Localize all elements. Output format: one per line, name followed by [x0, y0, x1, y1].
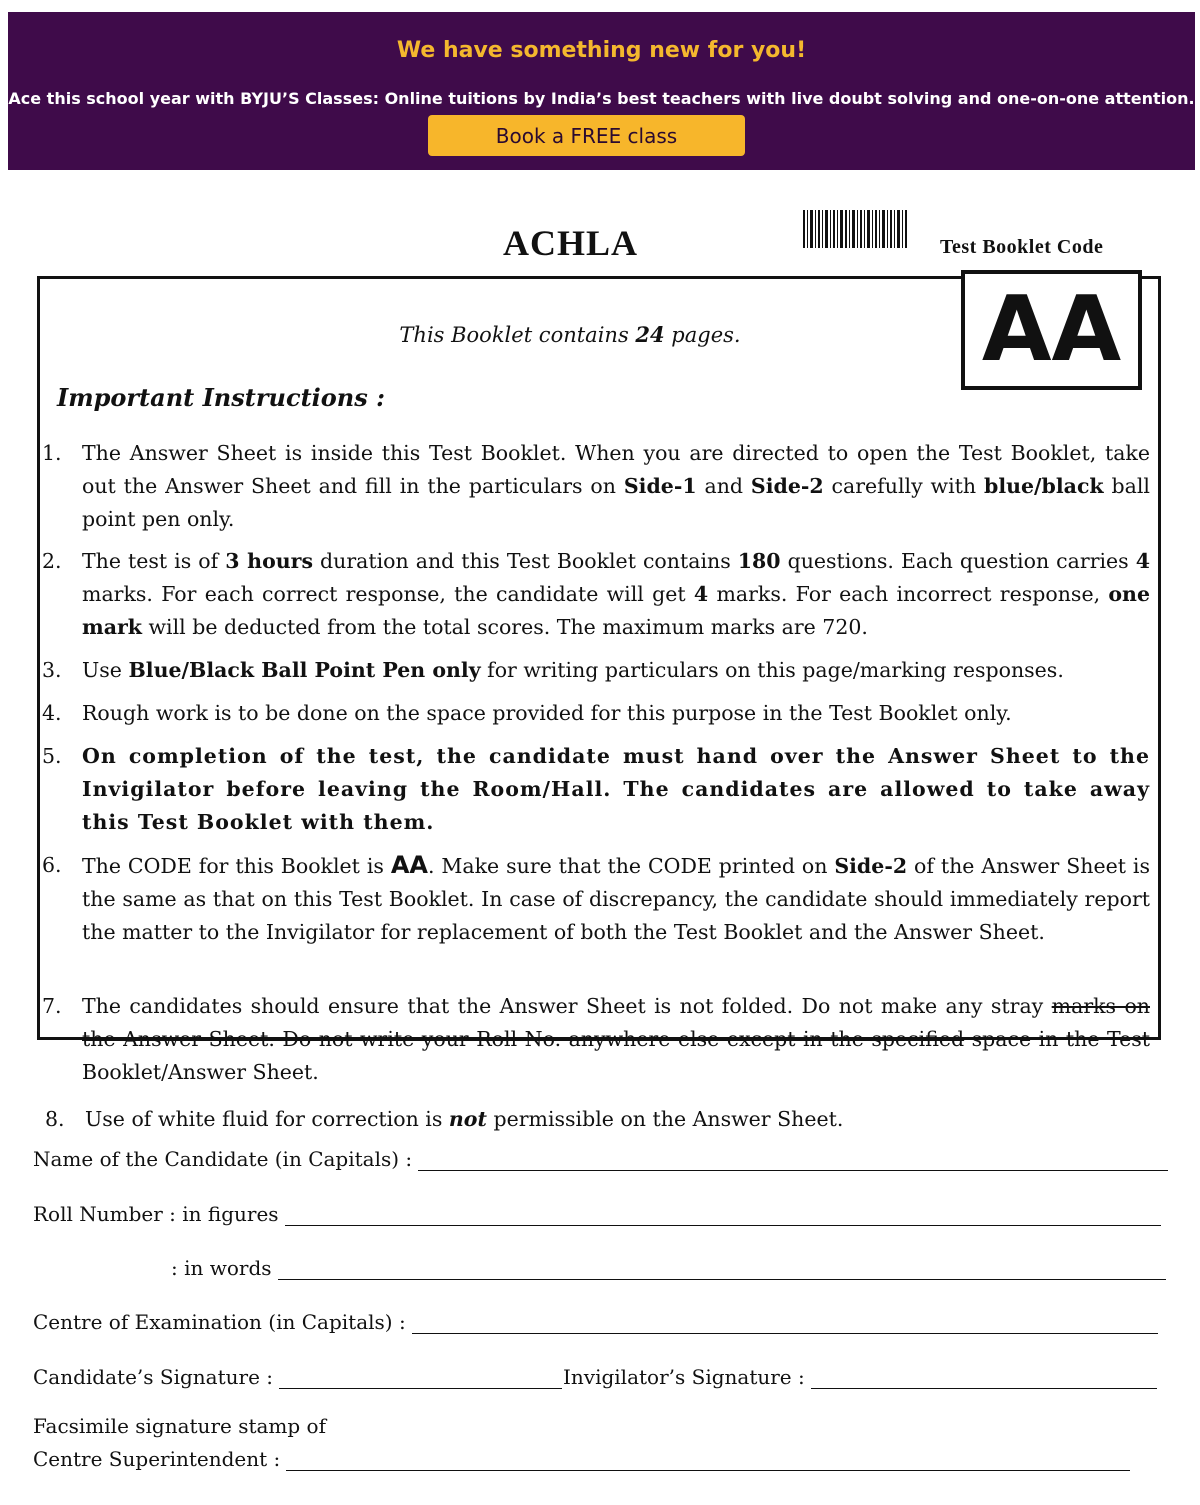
instruction-2: 2. The test is of 3 hours duration and this Test Booklet contains 180 questions. Each question carries 4 marks. For each correct response, the candidate will get 4 marks. For each incorrect response, one mark will be deducted from the total scores. The maximum marks are 720.	[42, 549, 1150, 639]
centre-of-examination-label: Centre of Examination (in Capitals) :	[33, 1310, 406, 1334]
centre-of-examination-field[interactable]	[33, 1310, 1158, 1334]
candidate-name-label: Name of the Candidate (in Capitals) :	[33, 1147, 413, 1171]
instruction-1: 1. The Answer Sheet is inside this Test Booklet. When you are directed to open the Test Booklet, take out the Answer Sheet and fill in the particulars on Side-1 and Side-2 carefully with blue/black ball point pen only.	[42, 441, 1150, 531]
roll-number-figures-field[interactable]	[33, 1202, 1161, 1226]
invigilator-signature-line[interactable]	[811, 1366, 1157, 1389]
candidate-name-line[interactable]	[418, 1148, 1168, 1171]
roll-number-words-field[interactable]	[171, 1256, 1166, 1280]
promo-banner	[8, 12, 1195, 170]
centre-superintendent-label: Centre Superintendent :	[33, 1447, 281, 1471]
book-free-class-button[interactable]: Book a FREE class	[428, 115, 745, 156]
roll-number-words-label: : in words	[171, 1256, 272, 1280]
candidate-name-field[interactable]	[33, 1147, 1168, 1171]
instruction-8: 8. Use of white fluid for correction is not permissible on the Answer Sheet.	[45, 1107, 844, 1131]
candidate-signature-label: Candidate’s Signature :	[33, 1365, 273, 1389]
instruction-6: 6. The CODE for this Booklet is AA. Make sure that the CODE printed on Side-2 of the Answer Sheet is the same as that on this Test Booklet. In case of discrepancy, the candidate should immediately report the matter to the Invigilator for replacement of both the Test Booklet and the Answer Sheet.	[42, 851, 1151, 944]
roll-number-figures-line[interactable]	[285, 1203, 1161, 1226]
invigilator-signature-label: Invigilator’s Signature :	[563, 1365, 805, 1389]
document-title: ACHLA	[503, 223, 639, 263]
banner-title: We have something new for you!	[396, 38, 807, 63]
stamp-label-line-1: Facsimile signature stamp of	[33, 1414, 326, 1438]
candidate-signature-field[interactable]	[33, 1365, 562, 1389]
instruction-3: 3. Use Blue/Black Ball Point Pen only for writing particulars on this page/marking responses.	[42, 658, 1064, 682]
test-booklet-code-label: Test Booklet Code	[940, 236, 1104, 258]
pages-note: This Booklet contains 24 pages.	[399, 322, 741, 347]
banner-subtitle: Ace this school year with BYJU’S Classes: Online tuitions by India’s best teachers with live doubt solving and one-on-one attention.	[8, 89, 1195, 108]
instruction-5: 5. On completion of the test, the candidate must hand over the Answer Sheet to the Invigilator before leaving the Room/Hall. The candidates are allowed to take away this Test Booklet with them.	[42, 744, 1150, 834]
invigilator-signature-field[interactable]	[563, 1365, 1157, 1389]
barcode-image	[803, 210, 907, 248]
roll-number-words-line[interactable]	[278, 1257, 1166, 1280]
centre-superintendent-field[interactable]	[33, 1447, 1130, 1471]
instruction-4: 4. Rough work is to be done on the space provided for this purpose in the Test Booklet only.	[42, 701, 1012, 725]
instructions-heading: Important Instructions :	[57, 383, 385, 412]
roll-number-figures-label: Roll Number : in figures	[33, 1202, 279, 1226]
test-booklet-code: AA	[961, 270, 1142, 390]
centre-of-examination-line[interactable]	[412, 1311, 1158, 1334]
candidate-signature-line[interactable]	[279, 1366, 562, 1389]
instruction-7: 7. The candidates should ensure that the Answer Sheet is not folded. Do not make any stray marks on the Answer Sheet. Do not write your Roll No. anywhere else except in the specified space in the Test Booklet/Answer Sheet.	[42, 994, 1150, 1084]
centre-superintendent-line[interactable]	[286, 1448, 1130, 1471]
